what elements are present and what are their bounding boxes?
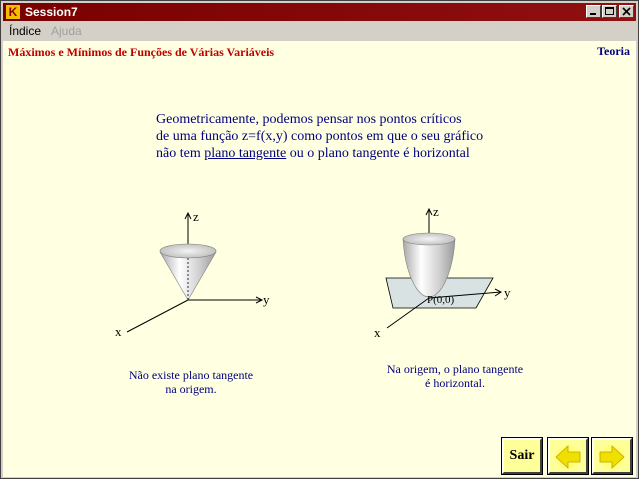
origin-point-label: P(0,0) [427,294,455,306]
tangent-plane-link[interactable]: plano tangente [204,146,287,161]
x-axis-label: x [115,324,122,339]
y-axis-label: y [504,285,511,300]
x-axis [127,300,188,332]
intro-text-segment: ou o plano tangente é horizontal [286,146,470,161]
paraboloid-figure [374,204,511,340]
intro-line-1: Geometricamente, podemos pensar nos pontos críticos [156,112,462,127]
y-axis-label: y [263,292,270,307]
intro-text-segment: como pontos em que o seu gráfico [287,129,484,144]
caption-line: é horizontal. [425,376,485,390]
back-button[interactable] [548,438,588,474]
intro-text-segment: não tem [156,146,205,161]
minimize-button[interactable] [586,5,601,18]
function-expression: z=f(x,y) [241,129,288,144]
caption-line: Não existe plano tangente [128,368,254,382]
cone-top [160,244,216,258]
exit-button[interactable]: Sair [502,438,542,474]
section-title: Máximos e Mínimos de Funções de Várias Variáveis [8,45,275,59]
theory-label[interactable]: Teoria [597,44,630,58]
arrow-left-icon [553,443,583,471]
figures-canvas [3,41,636,477]
content-area [3,41,636,477]
maximize-button[interactable] [602,5,617,18]
app-logo-icon: K [6,5,20,19]
arrow-right-icon [597,443,627,471]
menu-item-ajuda[interactable]: Ajuda [51,24,82,38]
forward-button[interactable] [592,438,632,474]
window-title: Session7 [25,5,78,19]
menu-bar [3,22,636,40]
cone-figure [115,209,270,339]
menu-item-indice[interactable]: Índice [9,24,42,38]
close-icon [620,6,633,17]
x-axis-label: x [374,325,381,340]
caption-line: na origem. [165,382,217,396]
intro-text-segment: de uma função [156,129,242,144]
title-bar[interactable] [3,3,636,21]
cone-caption [121,368,261,396]
close-button[interactable] [619,5,634,18]
maximize-icon [603,6,616,17]
minimize-icon [587,6,600,17]
paraboloid-caption [375,362,535,390]
caption-line: Na origem, o plano tangente [386,362,524,376]
z-axis-label: z [193,209,199,224]
paraboloid-top [403,233,455,245]
z-axis-label: z [433,204,439,219]
